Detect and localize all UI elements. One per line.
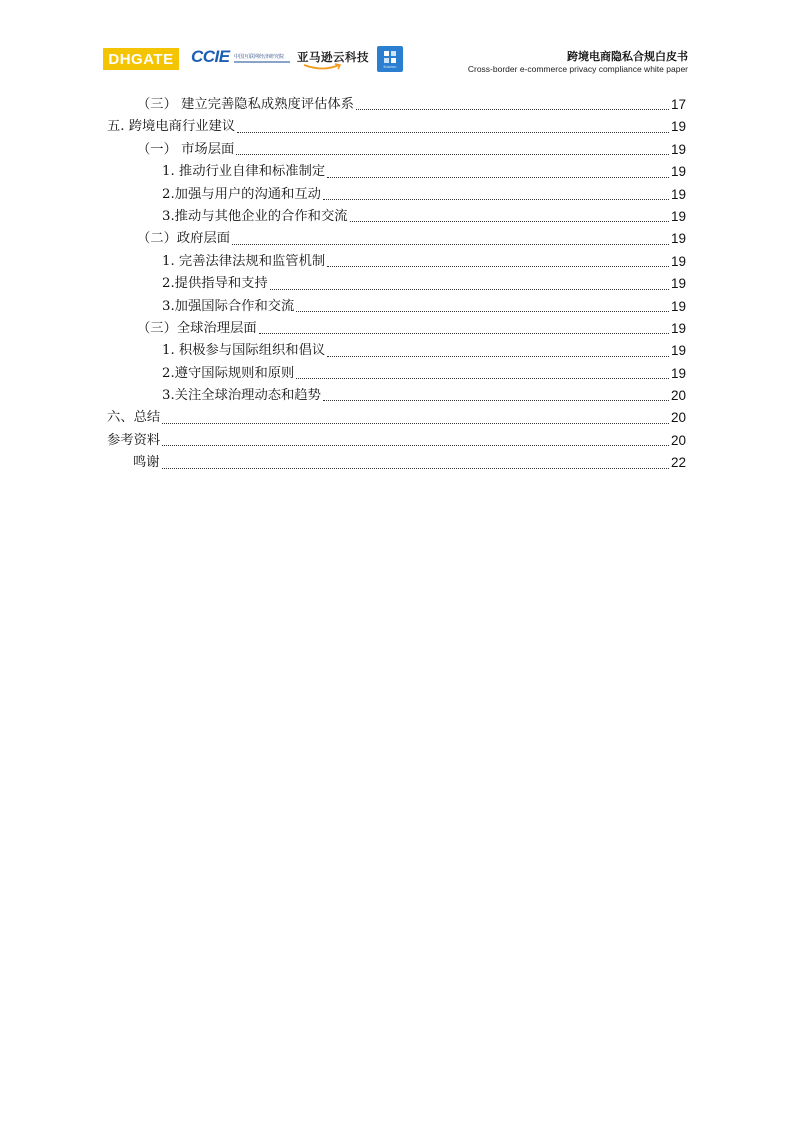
amazon-cloud-logo-text: 亚马逊云科技 [297, 50, 369, 64]
toc-entry-page: 19 [670, 253, 686, 269]
page-header [103, 44, 688, 76]
toc-entry[interactable] [107, 161, 686, 183]
toc-entry-label: 2.提供指导和支持 [162, 276, 268, 292]
toc-leader-dots [323, 399, 669, 401]
toc-entry-label: （二）政府层面 [137, 231, 231, 247]
toc-entry[interactable] [107, 407, 686, 429]
toc-entry-page: 19 [670, 231, 686, 247]
toc-leader-dots [296, 377, 669, 379]
toc-leader-dots [162, 444, 669, 446]
ccie-logo-rule [234, 61, 290, 63]
toc-entry[interactable] [107, 430, 686, 452]
toc-leader-dots [259, 332, 669, 334]
toc-entry-label: （三）全球治理层面 [137, 320, 257, 336]
toc-entry[interactable] [107, 116, 686, 138]
toc-entry-label: 鸣谢 [133, 455, 160, 471]
toc-entry-label: 3.推动与其他企业的合作和交流 [162, 208, 348, 224]
toc-entry-page: 19 [670, 343, 686, 359]
toc-entry[interactable] [107, 184, 686, 206]
ccie-logo-text: CCIE [191, 47, 230, 66]
toc-entry-page: 19 [670, 119, 686, 135]
toc-leader-dots [296, 310, 669, 312]
toc-entry-page: 19 [670, 186, 686, 202]
toc-entry-label: 1. 积极参与国际组织和倡议 [162, 343, 326, 359]
toc-entry-label: 1. 推动行业自律和标准制定 [162, 164, 326, 180]
toc-entry[interactable] [107, 340, 686, 362]
partner-logo-icon [384, 51, 396, 63]
toc-entry[interactable] [107, 318, 686, 340]
toc-entry[interactable] [107, 296, 686, 318]
toc-entry-page: 17 [670, 96, 686, 112]
toc-entry[interactable] [107, 139, 686, 161]
toc-entry-page: 19 [670, 320, 686, 336]
partner-logo [377, 46, 403, 72]
toc-leader-dots [327, 265, 669, 267]
toc-leader-dots [323, 198, 669, 200]
amazon-cloud-logo [297, 46, 379, 72]
ccie-logo [191, 47, 291, 71]
toc-entry-page: 19 [670, 141, 686, 157]
toc-entry-label: （一） 市场层面 [137, 141, 235, 157]
toc-entry-label: 3.关注全球治理动态和趋势 [162, 388, 321, 404]
toc-entry-page: 20 [670, 388, 686, 404]
toc-entry-page: 19 [670, 298, 686, 314]
toc-entry[interactable] [107, 452, 686, 474]
toc-entry[interactable] [107, 206, 686, 228]
toc-entry-label: 五. 跨境电商行业建议 [107, 119, 236, 135]
header-title-cn: 跨境电商隐私合规白皮书 [567, 50, 688, 63]
toc-leader-dots [327, 176, 669, 178]
header-title-en: Cross-border e-commerce privacy compliance white paper [467, 64, 688, 74]
toc-leader-dots [237, 131, 669, 133]
toc-entry-page: 20 [670, 432, 686, 448]
toc-leader-dots [236, 153, 669, 155]
toc-entry[interactable] [107, 251, 686, 273]
toc-entry[interactable] [107, 385, 686, 407]
toc-entry-label: 2.加强与用户的沟通和互动 [162, 186, 321, 202]
toc-entry[interactable] [107, 363, 686, 385]
toc-entry-label: 2.遵守国际规则和原则 [162, 365, 295, 381]
toc-leader-dots [350, 220, 669, 222]
toc-leader-dots [356, 108, 669, 110]
toc-entry-page: 19 [670, 365, 686, 381]
partner-logo-label: Kuonan [383, 65, 397, 69]
toc-leader-dots [232, 243, 669, 245]
toc-leader-dots [162, 422, 669, 424]
toc-leader-dots [162, 467, 669, 469]
table-of-contents [107, 94, 686, 475]
amazon-smile-icon [303, 63, 343, 71]
toc-entry[interactable] [107, 273, 686, 295]
toc-entry-label: 1. 完善法律法规和监管机制 [162, 253, 326, 269]
toc-entry-page: 19 [670, 164, 686, 180]
ccie-logo-subtitle: 中国互联网经济研究院 [234, 54, 285, 60]
toc-entry-label: （三） 建立完善隐私成熟度评估体系 [137, 96, 354, 112]
toc-entry-label: 3.加强国际合作和交流 [162, 298, 295, 314]
toc-entry-label: 参考资料 [107, 432, 161, 448]
toc-leader-dots [270, 288, 669, 290]
toc-leader-dots [327, 355, 669, 357]
dhgate-logo: DHGATE [103, 48, 179, 70]
toc-entry-page: 19 [670, 276, 686, 292]
toc-entry-label: 六、总结 [107, 410, 161, 426]
toc-entry-page: 19 [670, 208, 686, 224]
toc-entry[interactable] [107, 228, 686, 250]
toc-entry-page: 20 [670, 410, 686, 426]
toc-entry-page: 22 [670, 455, 686, 471]
toc-entry[interactable] [107, 94, 686, 116]
